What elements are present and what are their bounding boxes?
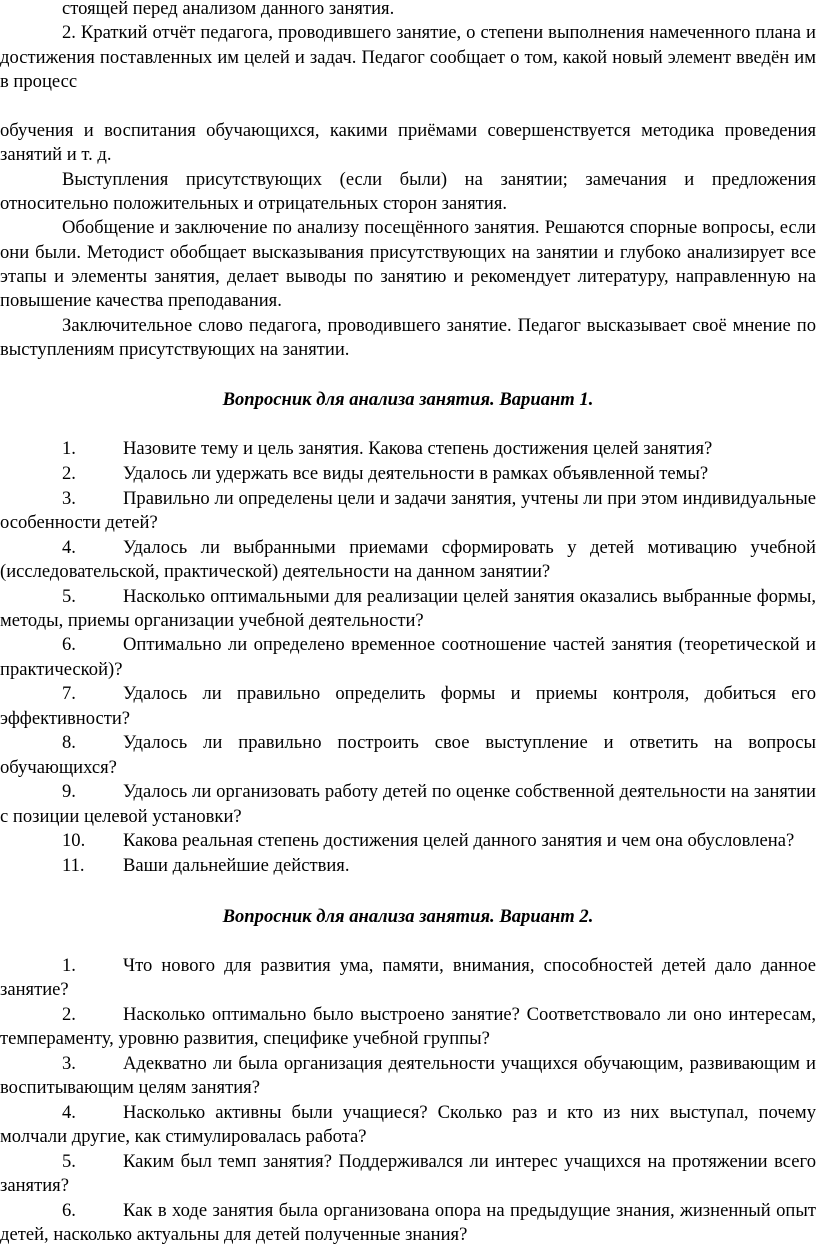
list-text: Ваши дальнейшие действия. bbox=[123, 855, 350, 877]
list-text: Удалось ли выбранными приемами сформировать у детей мотивацию учебной (исследовательской, практической) деятельности на данном занятии? bbox=[0, 536, 816, 582]
list-text: Назовите тему и цель занятия. Какова степень достижения целей занятия? bbox=[123, 438, 713, 460]
list-number: 4. bbox=[62, 1101, 76, 1123]
list-number: 1. bbox=[62, 438, 76, 460]
list-number: 5. bbox=[62, 585, 76, 607]
list-item bbox=[0, 1199, 816, 1248]
paragraph-summary: Обобщение и заключение по анализу посещённого занятия. Решаются спорные вопросы, если они были. Методист обобщает высказывания присутствующих на занятии и глубоко анализирует все этапы и элементы занятия, делает выводы по занятию и рекомендует литературу, направленную на повышение качества преподавания. bbox=[0, 217, 816, 312]
list-text: Удалось ли удержать все виды деятельности в рамках объявленной темы? bbox=[123, 462, 709, 484]
list-item bbox=[0, 585, 816, 634]
list-item bbox=[0, 536, 816, 585]
list-number: 4. bbox=[62, 536, 76, 558]
list-item bbox=[0, 954, 816, 1003]
list-item bbox=[0, 854, 816, 878]
list-item bbox=[0, 462, 816, 486]
list-number: 2. bbox=[62, 462, 76, 484]
list-text: Удалось ли правильно построить свое выступление и ответить на вопросы обучающихся? bbox=[0, 732, 816, 778]
list-text: Каким был темп занятия? Поддерживался ли интерес учащихся на протяжении всего занятия? bbox=[0, 1150, 816, 1197]
paragraph-teacher-report: 2. Краткий отчёт педагога, проводившего занятие, о степени выполнения намеченного плана и достижения поставленных им целей и задач. Педагог сообщает о том, какой новый элемент введён им в процесс bbox=[0, 22, 816, 92]
list-number: 10. bbox=[62, 830, 86, 852]
list-item bbox=[0, 682, 816, 731]
list-item bbox=[0, 1003, 816, 1052]
list-number: 2. bbox=[62, 1003, 76, 1025]
paragraph-closing-word: Заключительное слово педагога, проводившего занятие. Педагог высказывает своё мнение по выступлениям присутствующих на занятии. bbox=[0, 314, 816, 360]
list-text: Насколько активны были учащиеся? Сколько раз и кто из них выступал, почему молчали другие, как стимулировалась работа? bbox=[0, 1101, 816, 1148]
variant-1-question-list bbox=[0, 437, 816, 878]
list-text: Насколько оптимальными для реализации целей занятия оказались выбранные формы, методы, приемы организации учебной деятельности? bbox=[0, 585, 816, 631]
list-text: Удалось ли организовать работу детей по оценке собственной деятельности на занятии с позиции целевой установки? bbox=[0, 781, 816, 827]
list-item bbox=[0, 731, 816, 780]
list-item bbox=[0, 1052, 816, 1101]
list-number: 3. bbox=[62, 1052, 76, 1074]
list-item bbox=[0, 1101, 816, 1150]
list-number: 5. bbox=[62, 1150, 76, 1172]
list-item bbox=[0, 487, 816, 536]
list-number: 6. bbox=[62, 1199, 76, 1221]
list-text: Оптимально ли определено временное соотношение частей занятия (теоретической и практической)? bbox=[0, 634, 816, 680]
blank-line bbox=[0, 94, 816, 119]
list-item bbox=[0, 829, 816, 853]
list-item bbox=[0, 1150, 816, 1199]
variant-2-question-list bbox=[0, 954, 816, 1248]
list-number: 3. bbox=[62, 487, 76, 509]
paragraph-intro-tail: стоящей перед анализом данного занятия. bbox=[62, 0, 395, 19]
list-text: Что нового для развития ума, памяти, внимания, способностей детей дало данное занятие? bbox=[0, 954, 816, 1001]
list-number: 6. bbox=[62, 634, 76, 656]
variant-1-title: Вопросник для анализа занятия. Вариант 1. bbox=[222, 389, 594, 411]
list-text: Удалось ли правильно определить формы и приемы контроля, добиться его эффективности? bbox=[0, 683, 816, 729]
list-text: Правильно ли определены цели и задачи занятия, учтены ли при этом индивидуальные особенности детей? bbox=[0, 487, 816, 533]
list-item bbox=[0, 437, 816, 461]
list-text: Какова реальная степень достижения целей данного занятия и чем она обусловлена? bbox=[123, 830, 795, 852]
paragraph-attendee-remarks: Выступления присутствующих (если были) на занятии; замечания и предложения относительно положительных и отрицательных сторон занятия. bbox=[0, 168, 816, 215]
variant-2-title: Вопросник для анализа занятия. Вариант 2. bbox=[222, 905, 594, 927]
paragraph-teacher-report-continued: обучения и воспитания обучающихся, какими приёмами совершенствуется методика проведения занятий и т. д. bbox=[0, 120, 816, 166]
list-number: 11. bbox=[62, 855, 85, 877]
list-text: Адекватно ли была организация деятельности учащихся обучающим, развивающим и воспитывающим целям занятия? bbox=[0, 1052, 816, 1099]
list-number: 8. bbox=[62, 732, 76, 754]
list-number: 9. bbox=[62, 781, 76, 803]
list-item bbox=[0, 780, 816, 829]
list-number: 7. bbox=[62, 683, 76, 705]
list-text: Насколько оптимально было выстроено занятие? Соответствовало ли оно интересам, темпераменту, уровню развития, специфике учебной группы? bbox=[0, 1003, 816, 1050]
list-number: 1. bbox=[62, 954, 76, 976]
list-item bbox=[0, 633, 816, 682]
list-text: Как в ходе занятия была организована опора на предыдущие знания, жизненный опыт детей, насколько актуальны для детей полученные знания? bbox=[0, 1199, 816, 1246]
